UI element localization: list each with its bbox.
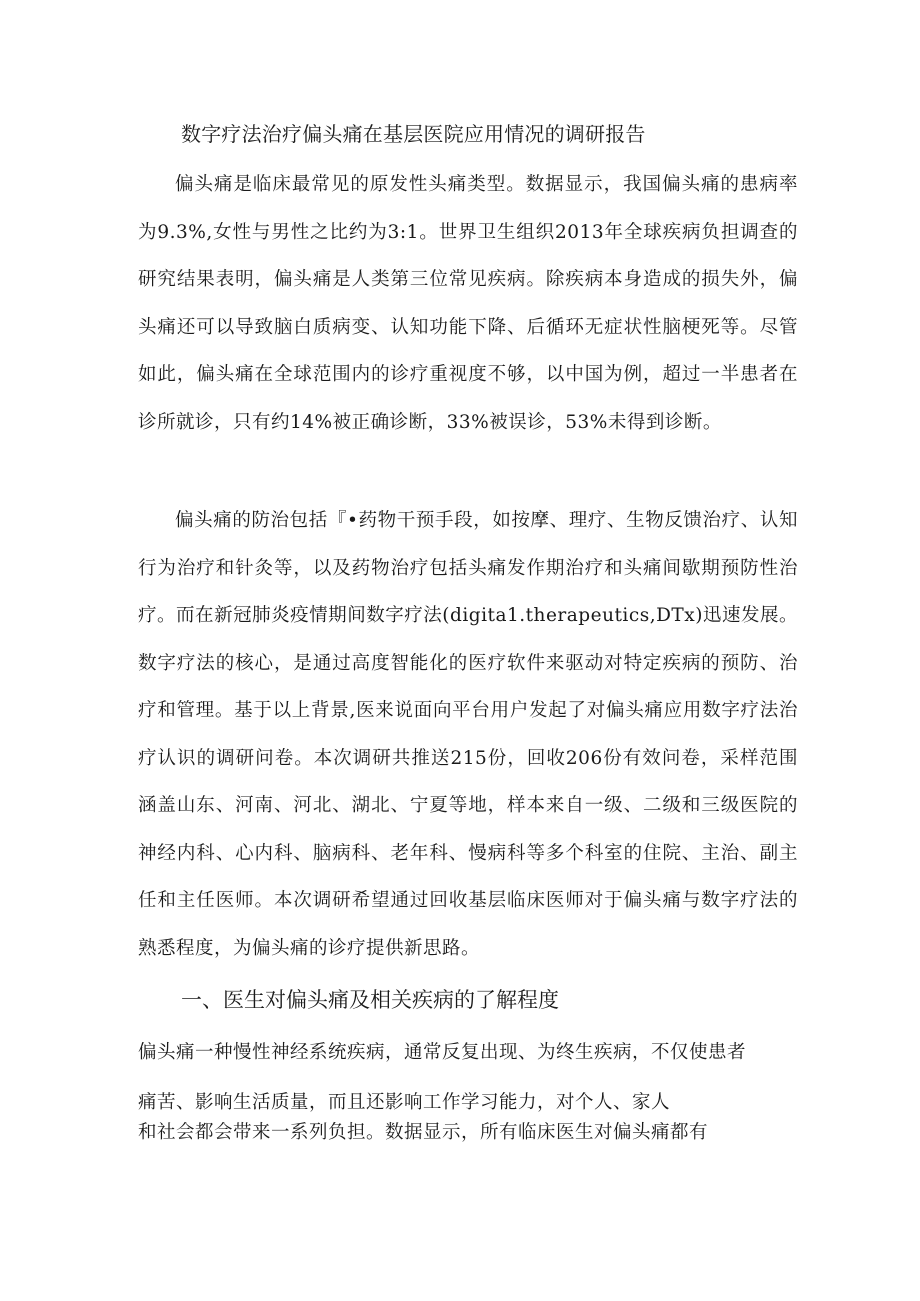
section-paragraph-line: 偏头痛一种慢性神经系统疾病，通常反复出现、为终生疾病，不仅使患者	[138, 1042, 747, 1063]
paragraph-intro: 偏头痛是临床最常见的原发性头痛类型。数据显示，我国偏头痛的患病率为9.3%,女性与男性之比约为3:1。世界卫生组织2013年全球疾病负担调查的研究结果表明，偏头痛是人类第三位常见疾病。除疾病本身造成的损失外，偏头痛还可以导致脑白质病变、认知功能下降、后循环无症状性脑梗死等。尽管如此，偏头痛在全球范围内的诊疗重视度不够，以中国为例，超过一半患者在诊所就诊，只有约14%被正确诊断，33%被误诊，53%未得到诊断。	[138, 174, 798, 433]
document-title: 数字疗法治疗偏头痛在基层医院应用情况的调研报告	[181, 122, 646, 146]
section-paragraph-line: 痛苦、影响生活质量，而且还影响工作学习能力，对个人、家人	[138, 1092, 671, 1113]
section-paragraph	[138, 1031, 798, 1156]
paragraph-background: 偏头痛的防治包括『•药物干预手段，如按摩、理疗、生物反馈治疗、认知行为治疗和针灸等，以及药物治疗包括头痛发作期治疗和头痛间歇期预防性治疗。而在新冠肺炎疫情期间数字疗法(digita1.therapeutics,DTx)迅速发展。数字疗法的核心，是通过高度智能化的医疗软件来驱动对特定疾病的预防、治疗和管理。基于以上背景,医来说面向平台用户发起了对偏头痛应用数字疗法治疗认识的调研问卷。本次调研共推送215份，回收206份有效问卷，采样范围涵盖山东、河南、河北、湖北、宁夏等地，样本来自一级、二级和三级医院的神经内科、心内科、脑病科、老年科、慢病科等多个科室的住院、主治、副主任和主任医师。本次调研希望通过回收基层临床医师对于偏头痛与数字疗法的熟悉程度，为偏头痛的诊疗提供新思路。	[138, 510, 798, 959]
section-paragraph-line: 和社会都会带来一系列负担。数据显示，所有临床医生对偏头痛都有	[138, 1122, 709, 1143]
section-heading: 一、医生对偏头痛及相关疾病的了解程度	[181, 988, 559, 1012]
